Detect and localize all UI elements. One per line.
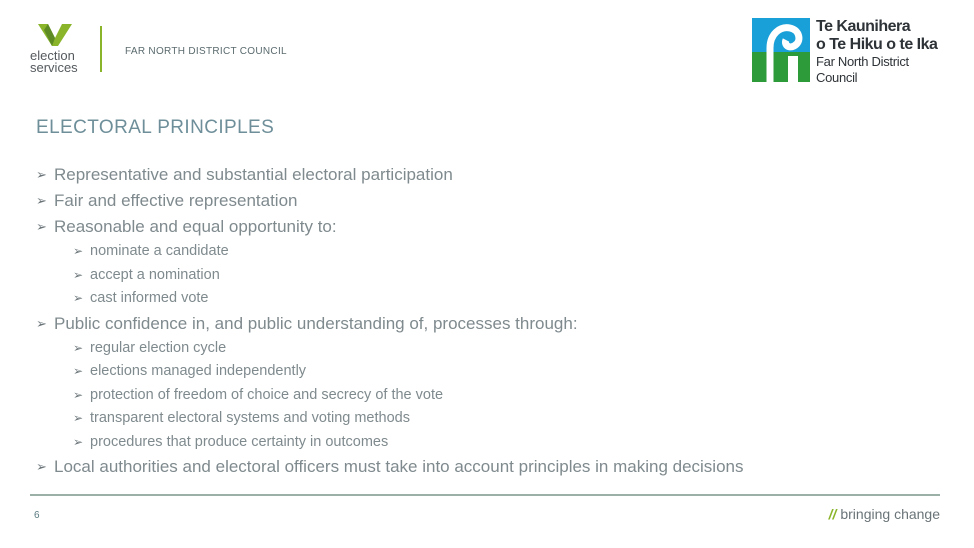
brand-line-1: election [30, 48, 75, 63]
arrow-bullet-icon: ➢ [36, 459, 47, 474]
header-divider [100, 26, 102, 72]
bullet-item [36, 311, 936, 337]
sub-bullet-text: procedures that produce certainty in outcomes [90, 433, 389, 450]
footer-divider [30, 494, 940, 496]
arrow-bullet-icon: ➢ [36, 167, 47, 182]
arrow-bullet-icon: ➢ [36, 315, 47, 331]
sub-bullet-item [36, 240, 936, 264]
arrow-bullet-icon: ➢ [73, 364, 84, 378]
tagline-text: bringing change [840, 506, 940, 522]
koru-icon [752, 18, 810, 82]
brand-line-2: services [30, 60, 78, 75]
bullet-text: Reasonable and equal opportunity to: [54, 217, 337, 236]
arrow-bullet-icon: ➢ [73, 340, 84, 355]
arrow-bullet-icon: ➢ [73, 411, 84, 425]
council-name-line-2: o Te Hiku o te Ika [816, 36, 938, 53]
arrow-bullet-icon: ➢ [73, 387, 84, 402]
sub-bullet-item [36, 360, 936, 384]
bullet-item [36, 214, 936, 240]
arrow-bullet-icon: ➢ [36, 193, 47, 208]
election-services-logo [30, 24, 110, 76]
arrow-bullet-icon: ➢ [73, 434, 84, 449]
arrow-bullet-icon: ➢ [73, 291, 84, 305]
slide-title: ELECTORAL PRINCIPLES [36, 117, 275, 138]
sub-bullet-text: regular election cycle [90, 339, 227, 356]
sub-bullet-item [36, 407, 936, 431]
footer-tagline [829, 506, 940, 522]
council-name-line-3: Far North District Council [816, 54, 909, 85]
page-number: 6 [34, 510, 40, 521]
bullet-text: Local authorities and electoral officers must take into account principles in making decisions [54, 457, 744, 476]
sub-bullet-item [36, 264, 936, 288]
bullet-text: Fair and effective representation [54, 191, 298, 210]
election-services-v-icon [38, 24, 72, 46]
bullet-item [36, 162, 936, 188]
arrow-bullet-icon: ➢ [73, 244, 84, 258]
sub-bullet-text: protection of freedom of choice and secrecy of the vote [90, 386, 444, 403]
bullet-text: Representative and substantial electoral participation [54, 165, 453, 184]
council-name-line-1: Te Kaunihera [816, 18, 911, 35]
bullet-text: Public confidence in, and public understanding of, processes through: [54, 313, 578, 333]
council-logo [752, 18, 942, 85]
sub-bullet-item [36, 287, 936, 311]
bullet-list [36, 162, 936, 480]
bullet-item [36, 188, 936, 214]
sub-bullet-text: elections managed independently [90, 363, 307, 379]
sub-bullet-text: transparent electoral systems and voting methods [90, 410, 410, 426]
arrow-bullet-icon: ➢ [36, 219, 47, 234]
tagline-slash-mark: // [828, 506, 837, 522]
bullet-item [36, 454, 936, 480]
sub-bullet-text: cast informed vote [90, 290, 209, 306]
sub-bullet-text: nominate a candidate [90, 243, 229, 259]
brand-name [30, 50, 78, 74]
org-name: FAR NORTH DISTRICT COUNCIL [125, 46, 287, 57]
arrow-bullet-icon: ➢ [73, 267, 84, 282]
sub-bullet-item [36, 431, 936, 455]
sub-bullet-text: accept a nomination [90, 266, 220, 283]
sub-bullet-item [36, 337, 936, 361]
council-name [816, 18, 942, 86]
sub-bullet-item [36, 384, 936, 408]
